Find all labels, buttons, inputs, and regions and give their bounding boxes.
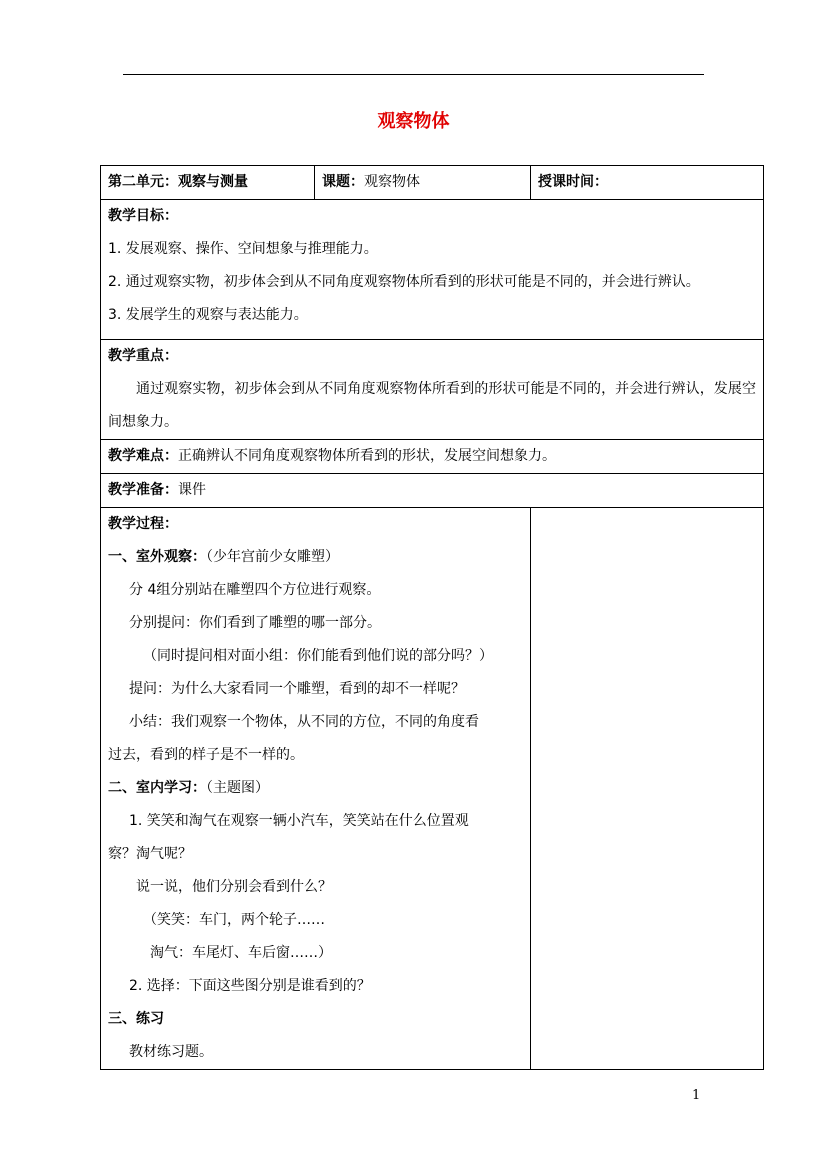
goal-item: 3. 发展学生的观察与表达能力。 [108,307,308,323]
process-line: （笑笑：车门，两个轮子…… [143,912,325,928]
topic-label: 课题： [322,174,364,190]
key-points-text: 通过观察实物，初步体会到从不同角度观察物体所看到的形状可能是不同的，并会进行辨认，发展空间想象力。 [108,381,756,430]
goals-label: 教学目标： [108,208,178,224]
process-label: 教学过程： [108,516,178,532]
difficulty-text: 正确辨认不同角度观察物体所看到的形状，发展空间想象力。 [178,448,556,464]
summary-line: 小结：我们观察一个物体，从不同的方位，不同的角度看 [129,714,479,730]
page-title: 观察物体 [377,111,450,132]
key-points-row [101,340,764,440]
process-line: 察？淘气呢？ [108,846,192,862]
goal-item: 1. 发展观察、操作、空间想象与推理能力。 [108,241,378,257]
section3-heading: 三、练习 [108,1011,164,1027]
process-line: 教材练习题。 [129,1044,213,1060]
difficulty-label: 教学难点： [108,448,178,464]
process-line: 2. 选择：下面这些图分别是谁看到的？ [129,978,371,994]
process-line: 分 4组分别站在雕塑四个方位进行观察。 [129,582,381,598]
section1-note: （少年宫前少女雕塑） [206,549,339,565]
header-row [101,166,764,200]
goal-item: 2. 通过观察实物，初步体会到从不同角度观察物体所看到的形状可能是不同的，并会进行辨认。 [108,274,700,290]
process-row [101,508,764,1070]
difficulty-row [101,440,764,474]
section1-heading: 一、室外观察： [108,549,206,565]
process-line: 说一说，他们分别会看到什么？ [136,879,332,895]
topic-value: 观察物体 [364,174,420,190]
process-line: 1. 笑笑和淘气在观察一辆小汽车，笑笑站在什么位置观 [129,813,469,829]
key-points-label: 教学重点： [108,348,178,364]
process-line: 淘气：车尾灯、车后窗……） [150,945,332,961]
page-number: 1 [692,1088,701,1103]
goals-row [101,200,764,340]
preparation-text: 课件 [178,482,206,498]
summary-line: 过去，看到的样子是不一样的。 [108,747,304,763]
notes-cell [531,508,764,1070]
process-line: 分别提问：你们看到了雕塑的哪一部分。 [129,615,381,631]
section2-heading: 二、室内学习： [108,780,206,796]
section2-note: （主题图） [206,780,269,796]
process-cell [101,508,531,1070]
topic-cell [315,166,531,200]
process-line: 提问：为什么大家看同一个雕塑，看到的却不一样呢？ [129,681,465,697]
process-line: （同时提问相对面小组：你们能看到他们说的部分吗？） [143,648,493,664]
preparation-label: 教学准备： [108,482,178,498]
header-rule [123,74,704,75]
lesson-plan-table [100,165,764,1070]
time-cell: 授课时间： [531,166,764,200]
unit-cell: 第二单元：观察与测量 [101,166,315,200]
preparation-row [101,474,764,508]
